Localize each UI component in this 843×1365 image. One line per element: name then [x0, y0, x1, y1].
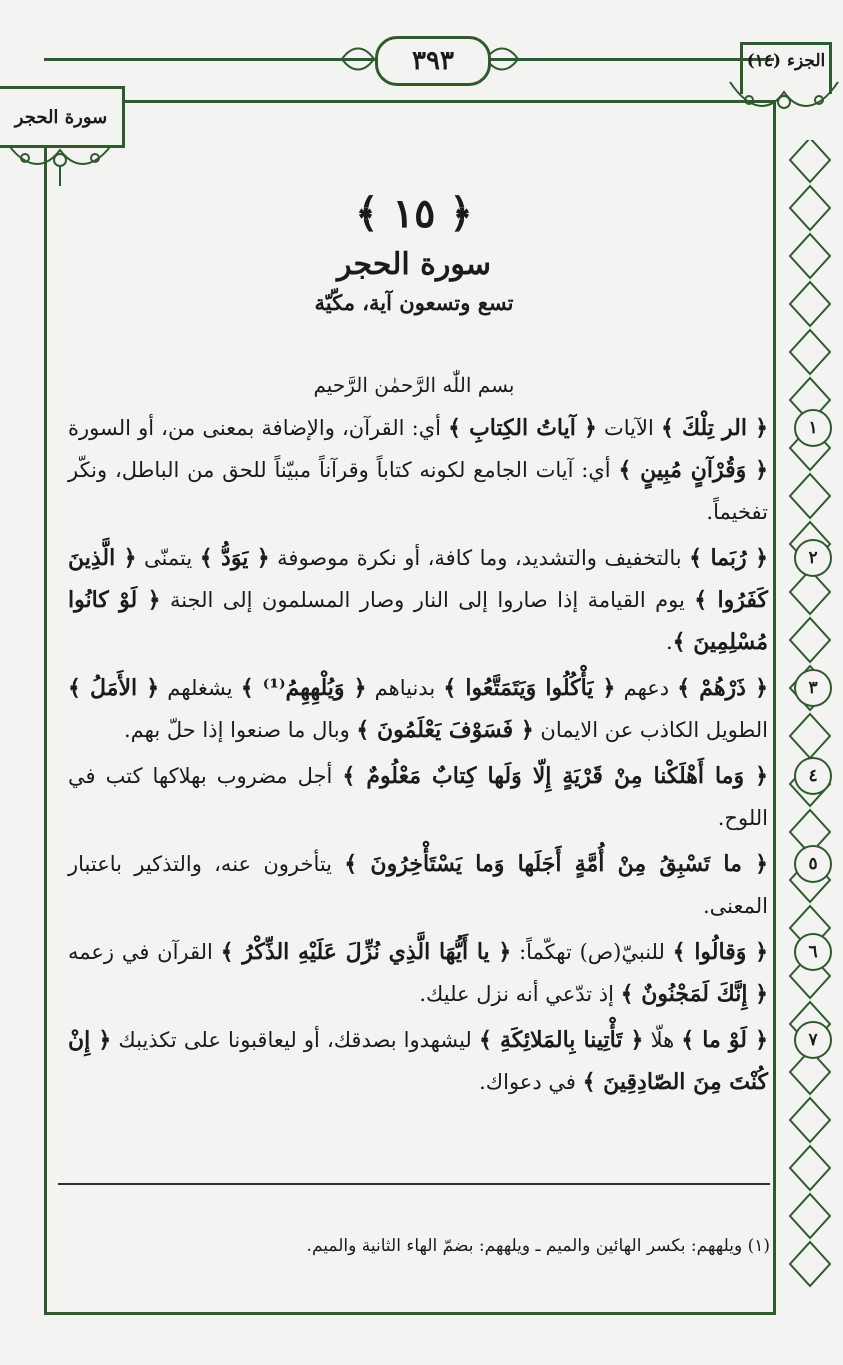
- juz-label: الجزء (١٤): [740, 42, 832, 94]
- verse-paragraph: [68, 843, 818, 927]
- margin-chain-ornament: [780, 140, 840, 1320]
- quran-text: ﴿ وَقُرْآنٍ مُبِينٍ ﴾: [618, 457, 768, 483]
- quran-text: ﴿ إِنَّكَ لَمَجْنُونٌ ﴾: [620, 981, 768, 1007]
- quran-text: ﴿ وَقالُوا ﴾: [672, 939, 768, 965]
- commentary-text: القرآن في زعمه: [68, 940, 221, 964]
- surah-subtitle: تسع وتسعون آية، مكّيّة: [314, 290, 514, 315]
- verse-number: ٦: [794, 933, 832, 971]
- verse-paragraph: [68, 1019, 818, 1103]
- commentary-text: في دعواك.: [479, 1070, 583, 1094]
- commentary-text: يتمنّى: [136, 546, 200, 570]
- commentary-text: للنبيّ(ص) تهكّماً:: [511, 940, 673, 964]
- commentary-text: أي: القرآن، والإضافة بمعنى من، أو السورة: [68, 416, 449, 440]
- verse-number: ٢: [794, 539, 832, 577]
- commentary-text: أي: آيات الجامع لكونه كتاباً وقرآناً مبيّناً للحق من الباطل، ونكّر تفخيماً.: [68, 458, 768, 524]
- page-number: ٣٩٣: [375, 36, 491, 86]
- surah-running-title: سورة الحجر: [0, 86, 125, 148]
- quran-text: ﴿ وَيُلْهِهِمُ⁽¹⁾ ﴾: [240, 675, 367, 701]
- chain-link: [790, 1146, 830, 1190]
- chain-link: [790, 474, 830, 518]
- quran-text: ﴿ الأَمَلُ ﴾: [68, 675, 160, 701]
- surah-title: سورة الحجر: [336, 247, 492, 282]
- verse-number: ٣: [794, 669, 832, 707]
- chain-link: [790, 282, 830, 326]
- commentary-text: أجل مضروب بهلاكها كتب في اللوح.: [68, 764, 768, 830]
- chain-link: [790, 234, 830, 278]
- basmala: بسم اللّٰه الرَّحمٰن الرَّحيم: [313, 373, 515, 397]
- verse-paragraph: [68, 755, 818, 839]
- chain-link: [790, 330, 830, 374]
- chain-link: [790, 1242, 830, 1286]
- surah-number: ﴿ ١٥ ﴾: [355, 190, 473, 237]
- footnote: (١) ويلههم: بكسر الهائين والميم ـ ويلههم: بضمّ الهاء الثانية والميم.: [306, 1236, 770, 1256]
- commentary-text: يتأخرون عنه، والتذكير باعتبار المعنى.: [68, 852, 768, 918]
- commentary-text: الآيات: [596, 416, 661, 440]
- verse-number: ١: [794, 409, 832, 447]
- quran-text: ﴿ يَوَدُّ ﴾: [199, 545, 270, 571]
- chain-link: [790, 618, 830, 662]
- commentary-text: يشغلهم: [159, 676, 241, 700]
- chain-link: [790, 186, 830, 230]
- quran-text: ﴿ آياتُ الكِتابِ ﴾: [448, 415, 597, 441]
- quran-text: ﴿ ذَرْهُمْ ﴾: [677, 675, 768, 701]
- commentary-text: بالتخفيف والتشديد، وما كافة، أو نكرة موصوفة: [269, 546, 690, 570]
- verse-number: ٥: [794, 845, 832, 883]
- commentary-text: يوم القيامة إذا صاروا إلى النار وصار المسلمون إلى الجنة: [160, 588, 695, 612]
- quran-text: ﴿ فَسَوْفَ يَعْلَمُونَ ﴾: [356, 717, 534, 743]
- quran-text: ﴿ الر تِلْكَ ﴾: [660, 415, 768, 441]
- quran-text: ﴿ الَّذِينَ كَفَرُوا ﴾: [68, 545, 769, 613]
- commentary-text: إذ تدّعي أنه نزل عليك.: [419, 982, 621, 1006]
- chain-link: [790, 714, 830, 758]
- chain-link: [790, 140, 830, 182]
- chain-link: [790, 1098, 830, 1142]
- verse-paragraph: [68, 407, 818, 533]
- commentary-text: دعهم: [615, 676, 678, 700]
- quran-text: ﴿ رُبَما ﴾: [689, 545, 768, 571]
- verse-number: ٧: [794, 1021, 832, 1059]
- footnote-rule: [58, 1183, 770, 1185]
- quran-text: ﴿ لَوْ كانُوا مُسْلِمِينَ ﴾: [68, 587, 768, 655]
- verse-paragraph: [68, 537, 818, 663]
- quran-text: ﴿ ما تَسْبِقُ مِنْ أُمَّةٍ أَجَلَها وَما يَسْتَأْخِرُونَ ﴾: [344, 851, 769, 877]
- commentary-text: هلّا: [643, 1028, 682, 1052]
- quran-text: ﴿ يا أَيُّهَا الَّذِي نُزِّلَ عَلَيْهِ الذِّكْرُ ﴾: [220, 939, 512, 965]
- quran-text: ﴿ وَما أَهْلَكْنا مِنْ قَرْيَةٍ إِلّا وَلَها كِتابٌ مَعْلُومٌ ﴾: [342, 763, 768, 789]
- verse-list: [58, 407, 818, 1103]
- commentary-text: .: [665, 630, 673, 654]
- commentary-text: الطويل الكاذب عن الايمان: [533, 718, 768, 742]
- chain-link: [790, 1194, 830, 1238]
- quran-text: ﴿ إِنْ كُنْتَ مِنَ الصّادِقِينَ ﴾: [68, 1027, 768, 1095]
- quran-text: ﴿ لَوْ ما ﴾: [681, 1027, 768, 1053]
- commentary-text: وبال ما صنعوا إذا حلّ بهم.: [124, 718, 357, 742]
- quran-text: ﴿ تَأْتِينا بِالمَلائِكَةِ ﴾: [478, 1027, 644, 1053]
- verse-number: ٤: [794, 757, 832, 795]
- commentary-text: بدنياهم: [366, 676, 444, 700]
- commentary-text: ليشهدوا بصدقك، أو ليعاقبونا على تكذيبك: [111, 1028, 479, 1052]
- verse-paragraph: [68, 667, 818, 751]
- verse-paragraph: [68, 931, 818, 1015]
- page-content: [58, 190, 818, 1107]
- quran-text: ﴿ يَأْكُلُوا وَيَتَمَتَّعُوا ﴾: [443, 675, 616, 701]
